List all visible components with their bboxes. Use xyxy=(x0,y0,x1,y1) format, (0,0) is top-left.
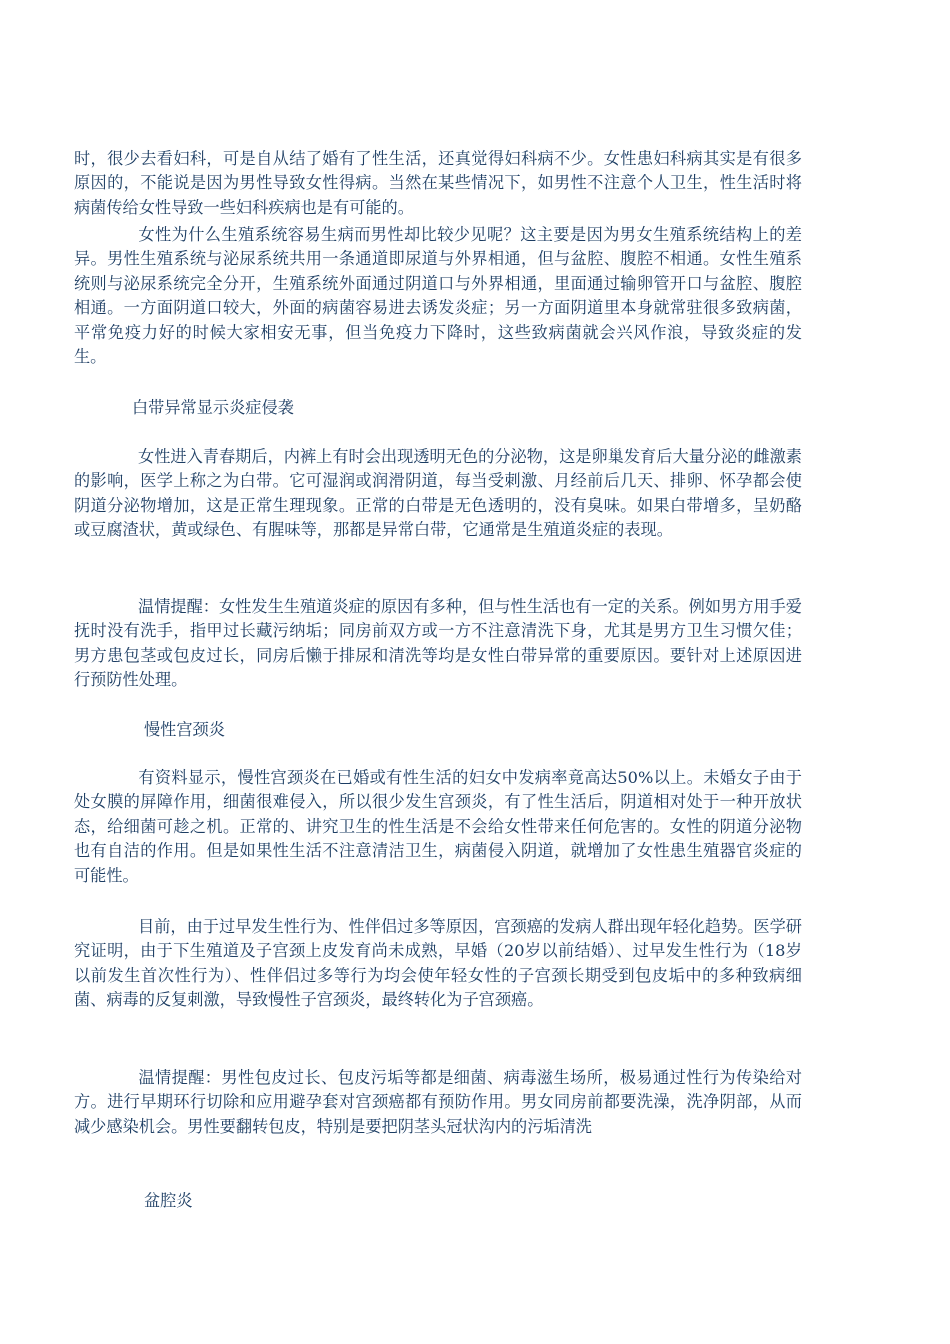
section-heading-cervicitis: 慢性宫颈炎 xyxy=(144,720,225,739)
section-heading-leukorrhea: 白带异常显示炎症侵袭 xyxy=(132,398,294,417)
paragraph-text: 目前，由于过早发生性行为、性伴侣过多等原因，宫颈癌的发病人群出现年轻化趋势。医学研究证明，由于下生殖道及子宫颈上皮发育尚未成熟，早婚（20岁以前结婚）、过早发生性行为（18岁以前发生首次性行为）、性伴侣过多等行为均会使年轻女性的子宫颈长期受到包皮垢中的多种致病细菌、病毒的反复刺激，导致慢性子宫颈炎，最终转化为子宫颈癌。 xyxy=(74,917,802,1010)
paragraph-text: 女性进入青春期后，内裤上有时会出现透明无色的分泌物，这是卵巢发育后大量分泌的雌激素的影响，医学上称之为白带。它可湿润或润滑阴道，每当受刺激、月经前后几天、排卵、怀孕都会使阴道分泌物增加，这是正常生理现象。正常的白带是无色透明的，没有臭味。如果白带增多，呈奶酪或豆腐渣状，黄或绿色、有腥味等，那都是异常白带，它通常是生殖道炎症的表现。 xyxy=(74,447,802,540)
paragraph-5 xyxy=(74,766,802,888)
paragraph-7 xyxy=(74,1066,802,1139)
section-heading-pelvic-inflammation: 盆腔炎 xyxy=(144,1191,193,1210)
paragraph-text: 温情提醒：男性包皮过长、包皮污垢等都是细菌、病毒滋生场所，极易通过性行为传染给对方。进行早期环行切除和应用避孕套对宫颈癌都有预防作用。男女同房前都要洗澡，洗净阴部，从而减少感染机会。男性要翻转包皮，特别是要把阴茎头冠状沟内的污垢清洗 xyxy=(74,1068,802,1136)
paragraph-3 xyxy=(74,445,802,543)
paragraph-4 xyxy=(74,595,802,693)
paragraph-text: 有资料显示，慢性宫颈炎在已婚或有性生活的妇女中发病率竟高达50%以上。未婚女子由于处女膜的屏障作用，细菌很难侵入，所以很少发生宫颈炎，有了性生活后，阴道相对处于一种开放状态，给细菌可趁之机。正常的、讲究卫生的性生活是不会给女性带来任何危害的。女性的阴道分泌物也有自洁的作用。但是如果性生活不注意清洁卫生，病菌侵入阴道，就增加了女性患生殖器官炎症的可能性。 xyxy=(74,768,802,885)
paragraph-2 xyxy=(74,223,802,369)
paragraph-6 xyxy=(74,915,802,1013)
paragraph-text: 时，很少去看妇科，可是自从结了婚有了性生活，还真觉得妇科病不少。女性患妇科病其实是有很多原因的，不能说是因为男性导致女性得病。当然在某些情况下，如男性不注意个人卫生，性生活时将病菌传给女性导致一些妇科疾病也是有可能的。 xyxy=(74,149,802,217)
paragraph-text: 温情提醒：女性发生生殖道炎症的原因有多种，但与性生活也有一定的关系。例如男方用手爱抚时没有洗手，指甲过长藏污纳垢；同房前双方或一方不注意清洗下身，尤其是男方卫生习惯欠佳；男方患包茎或包皮过长，同房后懒于排尿和清洗等均是女性白带异常的重要原因。要针对上述原因进行预防性处理。 xyxy=(74,597,802,690)
paragraph-1 xyxy=(74,147,802,220)
paragraph-text: 女性为什么生殖系统容易生病而男性却比较少见呢？这主要是因为男女生殖系统结构上的差异。男性生殖系统与泌尿系统共用一条通道即尿道与外界相通，但与盆腔、腹腔不相通。女性生殖系统则与泌尿系统完全分开，生殖系统外面通过阴道口与外界相通，里面通过输卵管开口与盆腔、腹腔相通。一方面阴道口较大，外面的病菌容易进去诱发炎症；另一方面阴道里本身就常驻很多致病菌，平常免疫力好的时候大家相安无事，但当免疫力下降时，这些致病菌就会兴风作浪，导致炎症的发生。 xyxy=(74,225,802,367)
